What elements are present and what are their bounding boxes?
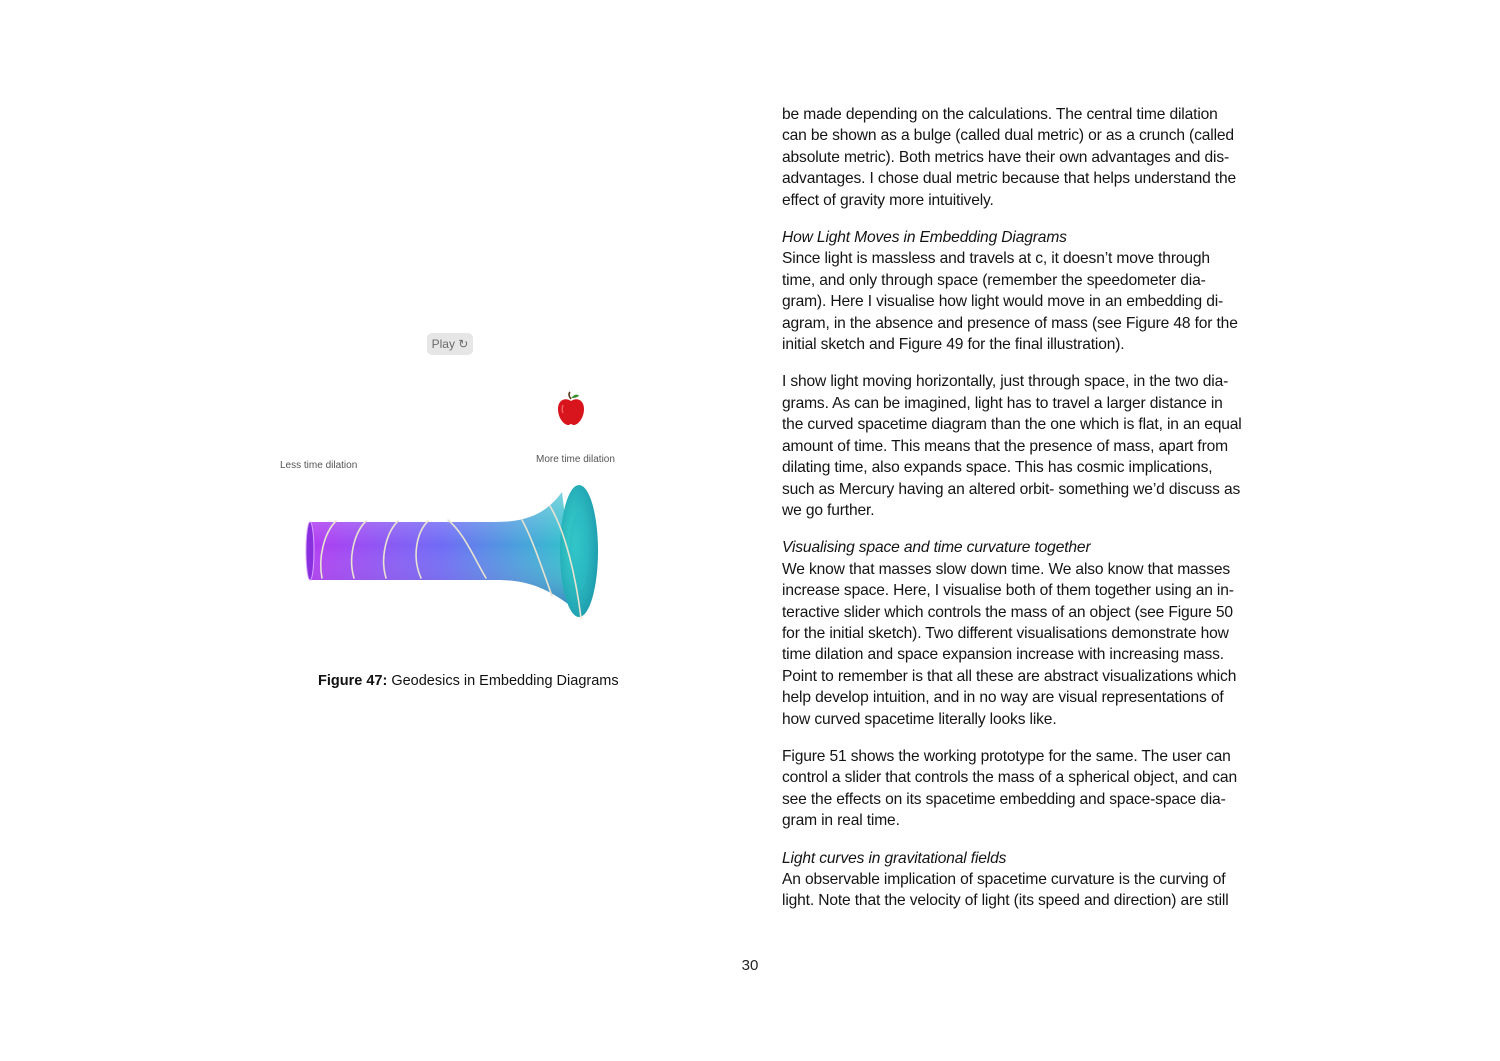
text-line: Point to remember is that all these are abstract visualizations which [782,667,1237,685]
figure-caption [318,673,619,689]
text-line: Figure 51 shows the working prototype for the same. The user can [782,747,1231,765]
apple-icon [556,391,586,427]
text-line: dilating time, also expands space. This has cosmic implications, [782,459,1213,477]
text-line: I show light moving horizontally, just through space, in the two dia- [782,373,1229,391]
text-line: see the effects on its spacetime embedding and space-space dia- [782,790,1226,808]
paragraph-prototype [782,746,1282,832]
figure-caption-label: Figure 47: [318,673,388,689]
text-line: initial sketch and Figure 49 for the final illustration). [782,336,1125,354]
text-line: amount of time. This means that the presence of mass, apart from [782,437,1229,455]
play-button[interactable]: Play ↻ [427,333,473,355]
section-light-curves [782,848,1282,912]
section-heading: Visualising space and time curvature together [782,539,1091,557]
section-space-time-curvature [782,537,1282,730]
text-line: can be shown as a bulge (called dual metric) or as a crunch (called [782,127,1234,145]
paragraph-metrics [782,104,1282,211]
text-line: we go further. [782,501,875,519]
less-time-dilation-label: Less time dilation [280,460,358,471]
section-heading: How Light Moves in Embedding Diagrams [782,229,1067,247]
text-line: for the initial sketch). Two different visualisations demonstrate how [782,624,1229,642]
section-heading: Light curves in gravitational fields [782,849,1007,867]
text-line: grams. As can be imagined, light has to travel a larger distance in [782,394,1223,412]
text-line: be made depending on the calculations. The central time dilation [782,106,1218,123]
text-line: advantages. I chose dual metric because that helps understand the [782,170,1237,188]
text-line: gram in real time. [782,812,900,830]
figure-caption-text: Geodesics in Embedding Diagrams [387,673,619,689]
more-time-dilation-label: More time dilation [536,454,615,465]
tube-left-opening [306,522,314,580]
text-line: effect of gravity more intuitively. [782,191,994,209]
text-line: time dilation and space expansion increase with increasing mass. [782,646,1224,664]
paragraph-light-horizontal [782,371,1282,521]
text-line: Since light is massless and travels at c, it doesn’t move through [782,250,1210,268]
text-line: help develop intuition, and in no way are visual representations of [782,689,1224,707]
text-line: absolute metric). Both metrics have their own advantages and dis- [782,148,1230,166]
text-line: control a slider that controls the mass of a spherical object, and can [782,769,1237,787]
text-line: light. Note that the velocity of light (its speed and direction) are still [782,892,1229,910]
embedding-tube-diagram [296,478,610,624]
text-line: how curved spacetime literally looks like. [782,710,1057,728]
text-line: time, and only through space (remember the speedometer dia- [782,271,1206,289]
text-line: such as Mercury having an altered orbit- something we’d discuss as [782,480,1241,498]
text-line: An observable implication of spacetime curvature is the curving of [782,871,1226,888]
text-line: teractive slider which controls the mass of an object (see Figure 50 [782,603,1233,621]
text-line: agram, in the absence and presence of mass (see Figure 48 for the [782,314,1238,332]
page-number: 30 [741,957,759,974]
article-text-column [782,104,1282,928]
text-line: gram). Here I visualise how light would move in an embedding di- [782,293,1224,311]
text-line: We know that masses slow down time. We also know that masses [782,560,1231,578]
text-line: the curved spacetime diagram than the one which is flat, in an equal [782,416,1242,434]
section-light-moves [782,227,1282,355]
text-line: increase space. Here, I visualise both of them together using an in- [782,582,1234,600]
